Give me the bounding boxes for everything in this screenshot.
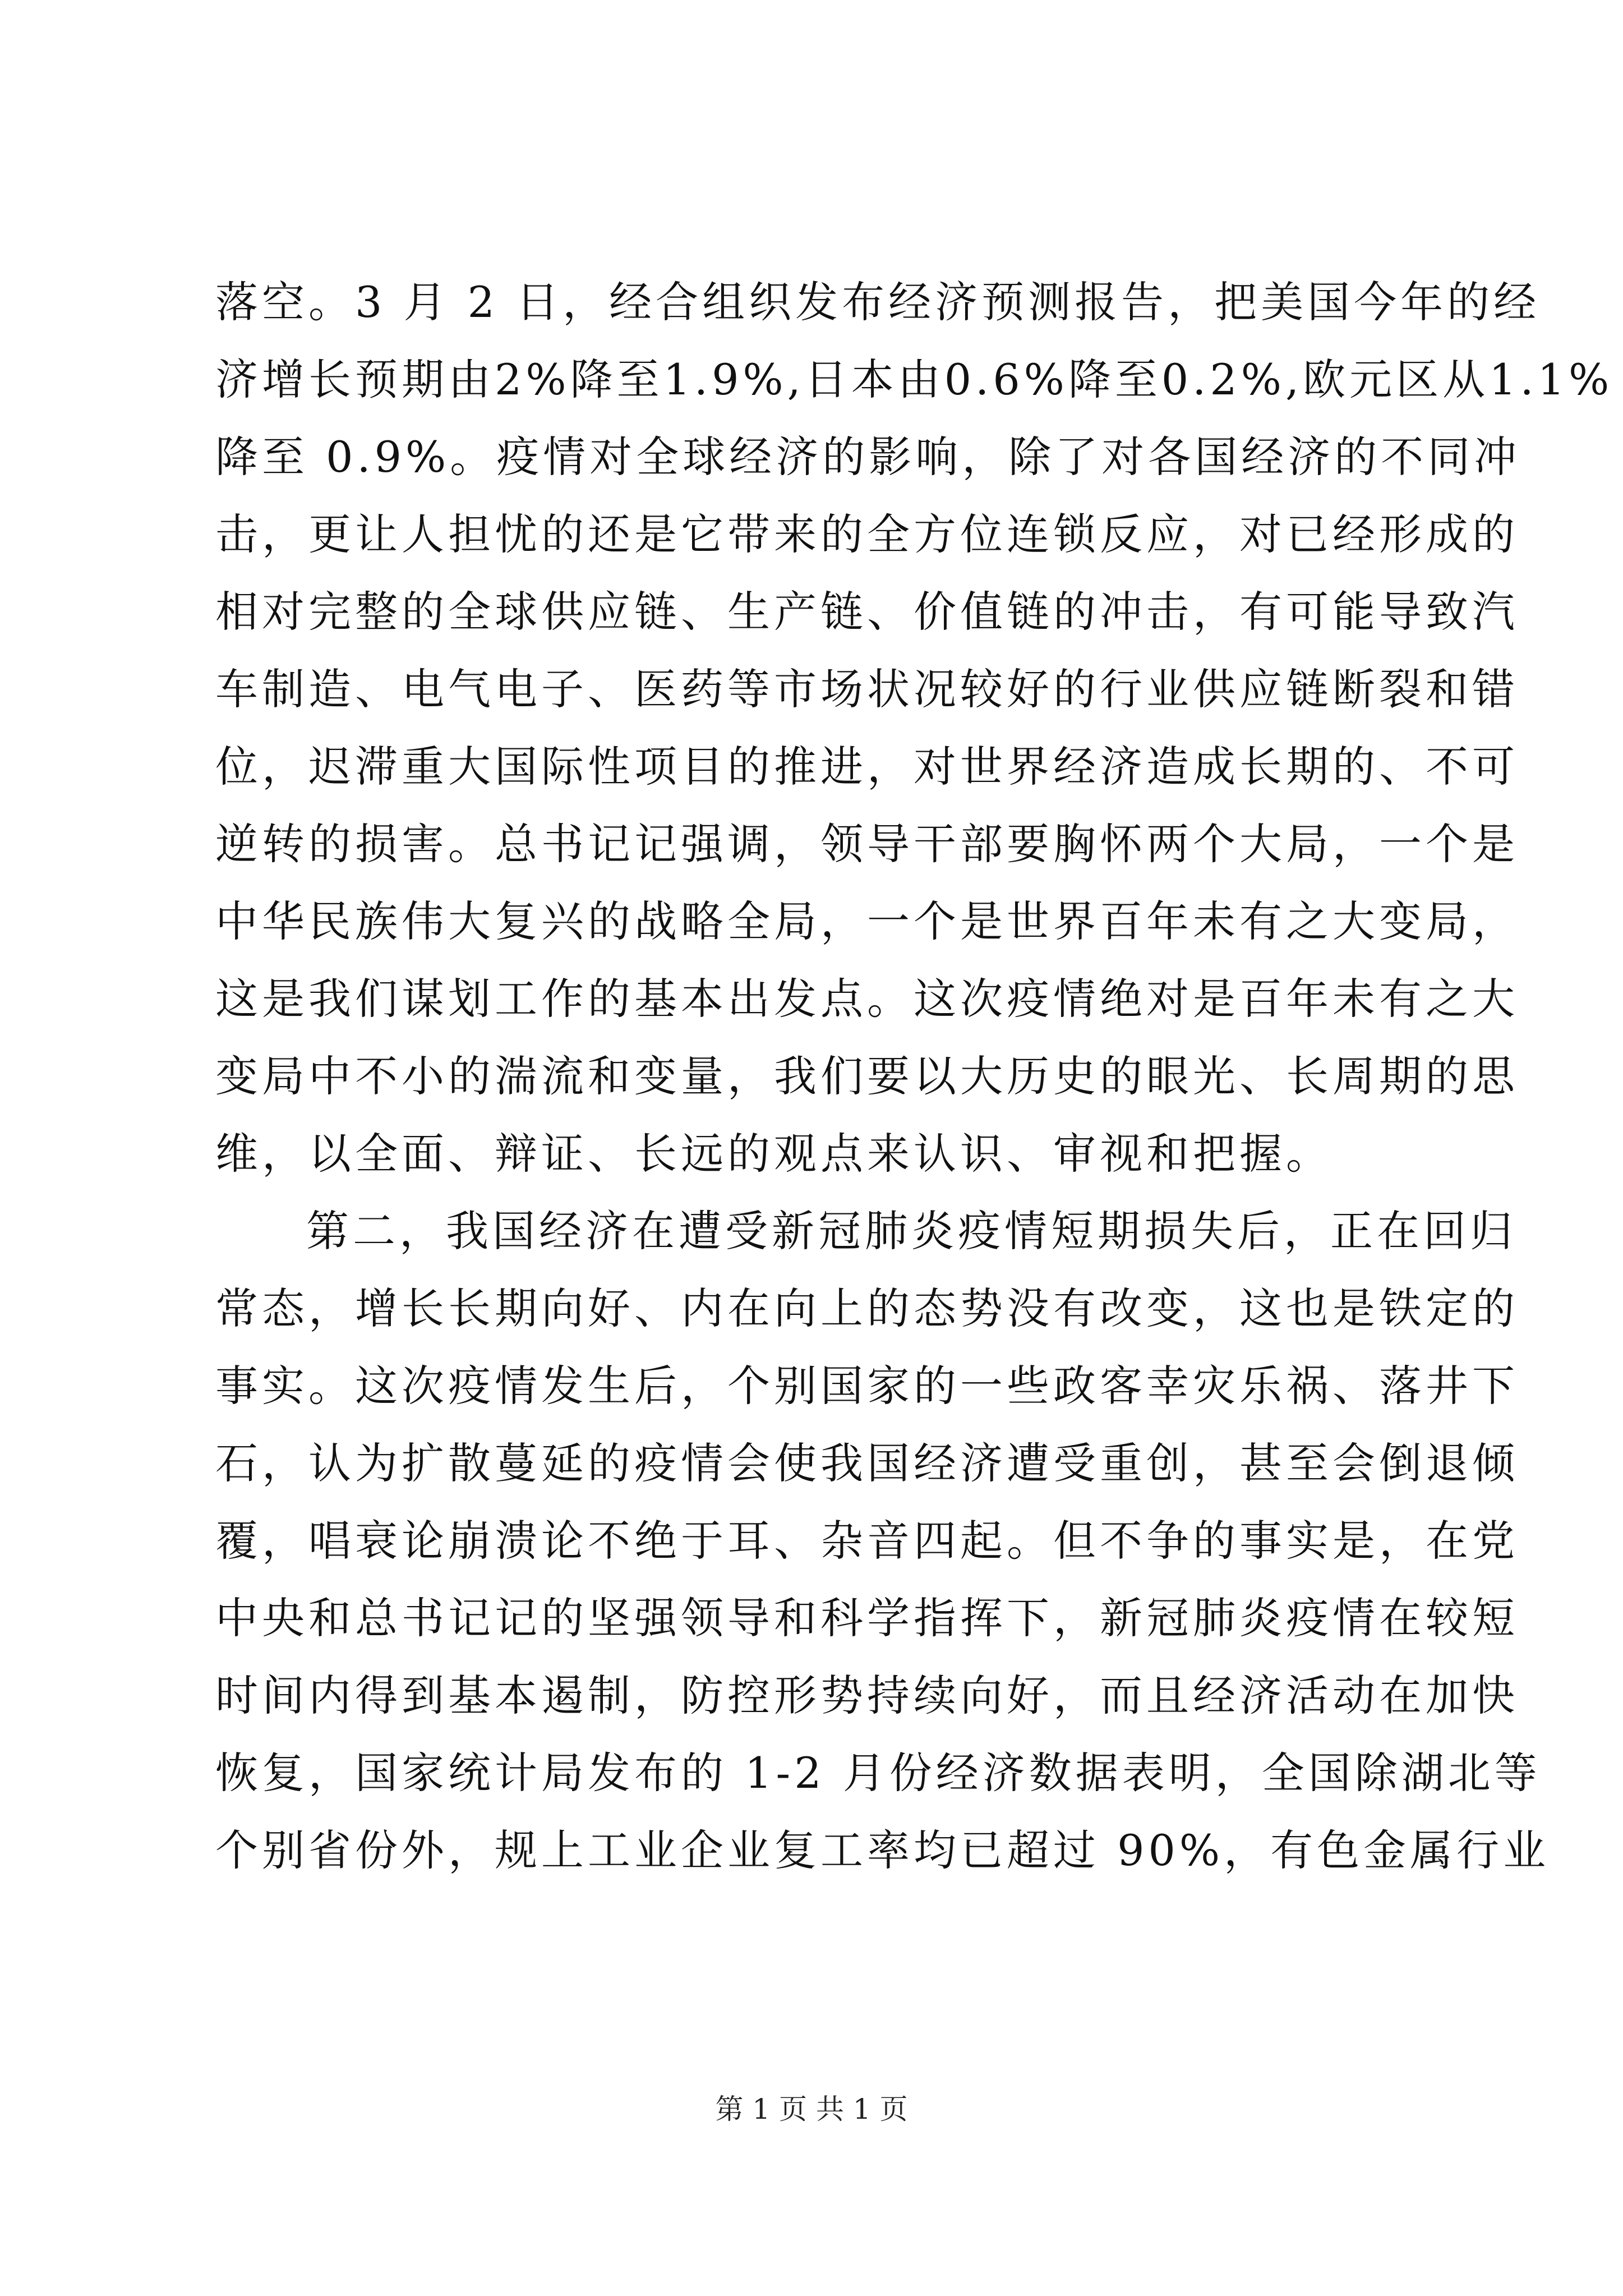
text-line-paragraph-start: 第二，我国经济在遭受新冠肺炎疫情短期损失后，正在回归 bbox=[306, 1206, 1516, 1256]
document-body bbox=[215, 264, 1613, 1889]
text-line: 个别省份外，规上工业企业复工率均已超过 90%，有色金属行业 bbox=[215, 1825, 1550, 1875]
page-number-footer: 第 1 页 共 1 页 bbox=[715, 2093, 908, 2125]
text-line: 中央和总书记记的坚强领导和科学指挥下，新冠肺炎疫情在较短 bbox=[215, 1593, 1519, 1643]
text-line: 这是我们谋划工作的基本出发点。这次疫情绝对是百年未有之大 bbox=[215, 974, 1519, 1024]
text-line: 逆转的损害。总书记记强调，领导干部要胸怀两个大局，一个是 bbox=[215, 819, 1519, 869]
text-line: 事实。这次疫情发生后，个别国家的一些政客幸灾乐祸、落井下 bbox=[215, 1361, 1519, 1411]
text-line-paragraph-end: 维，以全面、辩证、长远的观点来认识、审视和把握。 bbox=[215, 1129, 1332, 1179]
text-line: 中华民族伟大复兴的战略全局，一个是世界百年未有之大变局， bbox=[215, 896, 1519, 946]
text-line: 恢复，国家统计局发布的 1-2 月份经济数据表明，全国除湖北等 bbox=[215, 1748, 1541, 1798]
text-line: 击，更让人担忧的还是它带来的全方位连锁反应，对已经形成的 bbox=[215, 509, 1519, 559]
text-line: 落空。3 月 2 日，经合组织发布经济预测报告，把美国今年的经 bbox=[215, 277, 1541, 327]
text-line: 时间内得到基本遏制，防控形势持续向好，而且经济活动在加快 bbox=[215, 1671, 1519, 1720]
text-line: 石，认为扩散蔓延的疫情会使我国经济遭受重创，甚至会倒退倾 bbox=[215, 1438, 1519, 1488]
text-line: 济增长预期由2%降至1.9%,日本由0.6%降至0.2%,欧元区从1.1% bbox=[215, 355, 1613, 404]
text-line: 降至 0.9%。疫情对全球经济的影响，除了对各国经济的不同冲 bbox=[215, 432, 1521, 482]
text-line: 变局中不小的湍流和变量，我们要以大历史的眼光、长周期的思 bbox=[215, 1051, 1519, 1101]
text-line: 相对完整的全球供应链、生产链、价值链的冲击，有可能导致汽 bbox=[215, 587, 1519, 637]
text-line: 常态，增长长期向好、内在向上的态势没有改变，这也是铁定的 bbox=[215, 1283, 1519, 1333]
text-line: 覆，唱衰论崩溃论不绝于耳、杂音四起。但不争的事实是，在党 bbox=[215, 1516, 1519, 1566]
text-line: 位，迟滞重大国际性项目的推进，对世界经济造成长期的、不可 bbox=[215, 742, 1519, 792]
text-line: 车制造、电气电子、医药等市场状况较好的行业供应链断裂和错 bbox=[215, 664, 1519, 714]
